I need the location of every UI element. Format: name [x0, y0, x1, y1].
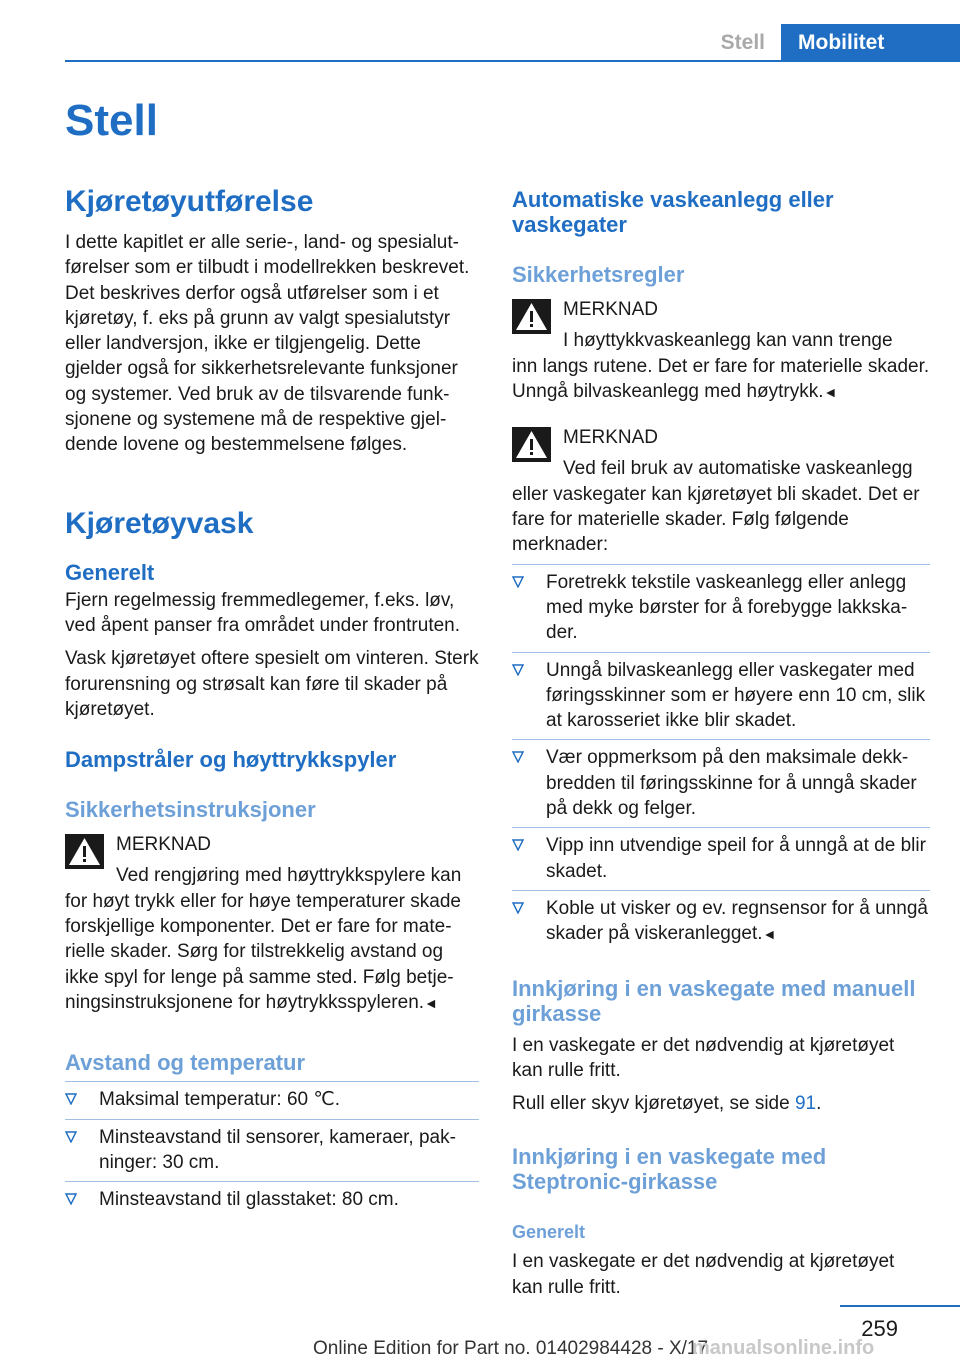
- tab-stell[interactable]: Stell: [705, 24, 781, 61]
- notice-text-body: inn langs rutene. Det er fare for materielle skader. Unngå bilvaskeanlegg med høytrykk.: [512, 355, 930, 402]
- notice-feil-bruk: [512, 425, 930, 557]
- notice-text-rest: [512, 354, 930, 406]
- subheading-generelt: Generelt: [65, 559, 155, 585]
- list-item: [512, 890, 930, 948]
- list-item-text: Minsteavstand til sensorer, kameraer, pakninger: 30 cm.: [99, 1126, 456, 1173]
- triangle-bullet-icon: [512, 751, 524, 763]
- list-item-text: Vær oppmerksom på den maksimale dekkbredden til føringsskinne for å unngå skader på dekk og felger.: [546, 747, 917, 820]
- end-mark: ◄: [762, 926, 777, 943]
- list-item-text: Unngå bilvaskeanlegg eller vaskegater med føringsskinner som er høyere enn 10 cm, slik at karosseriet ikke blir skadet.: [546, 659, 926, 732]
- subheading-sikkerhetsregler: Sikkerhetsregler: [512, 262, 685, 287]
- list-item: [512, 652, 930, 734]
- watermark: manualsonline.info: [692, 1337, 875, 1359]
- list-item: [512, 564, 930, 646]
- bullet-list-avstand: [65, 1081, 479, 1212]
- list-item: [512, 827, 930, 884]
- end-mark: ◄: [823, 383, 838, 400]
- triangle-bullet-icon: [65, 1093, 77, 1105]
- list-item-text: Minsteavstand til glasstaket: 80 cm.: [99, 1189, 399, 1211]
- list-item-text: Koble ut visker og ev. regnsensor for å unngå skader på viskeranlegget.: [546, 897, 928, 945]
- paragraph-manuell-2: [512, 1091, 930, 1116]
- subheading-steptronic: Innkjøring i en vaskegate med Steptronic-girkasse: [512, 1144, 827, 1195]
- paragraph-generelt-2: Vask kjøretøyet oftere spesielt om vinteren. Sterk forurensning og strøsalt kan føre til skader på kjøretøyet.: [65, 648, 479, 720]
- header-tabs: [705, 24, 960, 61]
- subheading-avstand: Avstand og temperatur: [65, 1050, 306, 1076]
- footer-rule: [840, 1305, 960, 1307]
- list-item: [512, 739, 930, 821]
- list-item: [65, 1081, 479, 1112]
- page-link-91[interactable]: 91: [794, 1093, 817, 1115]
- warning-icon: [512, 299, 551, 334]
- page-title: Stell: [65, 96, 158, 145]
- notice-text-first: Ved rengjøring med høyttrykkspylere kan: [116, 865, 462, 887]
- list-item-text: Foretrekk tekstile vaskeanlegg eller anlegg med myke børster for å forebygge lakkskader.: [546, 571, 908, 644]
- list-item: [65, 1181, 479, 1212]
- triangle-bullet-icon: [65, 1193, 77, 1205]
- list-item-text: Vipp inn utvendige speil for å unngå at de blir skadet.: [546, 835, 926, 882]
- edition-line: Online Edition for Part no. 01402984428 - X/17: [313, 1338, 709, 1359]
- notice-label: MERKNAD: [563, 427, 659, 449]
- list-item-text: Maksimal temperatur: 60 ℃.: [99, 1089, 340, 1111]
- notice-hoytrykk: [65, 832, 479, 1016]
- subheading-step-generelt: Generelt: [512, 1222, 586, 1243]
- notice-text-first: I høyttykkvaskeanlegg kan vann trenge: [563, 330, 893, 352]
- subheading-manuell-girkasse: Innkjøring i en vaskegate med manuell girkasse: [512, 975, 916, 1026]
- paragraph-generelt-1: Fjern regelmessig fremmedlegemer, f.eks. løv, ved åpent panser fra området under frontruten.: [65, 589, 461, 636]
- notice-label: MERKNAD: [563, 299, 659, 320]
- section-heading-kjoretoyvask: Kjøretøyvask: [65, 506, 254, 540]
- triangle-bullet-icon: [65, 1131, 77, 1143]
- paragraph-text: Rull eller skyv kjøretøyet, se side: [512, 1093, 795, 1115]
- subheading-automatiske-vaskeanlegg: Automatiske vaskeanlegg eller vaskegater: [512, 187, 834, 237]
- notice-text-first: Ved feil bruk av automatiske vaskeanlegg: [563, 458, 913, 480]
- right-column: [512, 184, 930, 1300]
- paragraph-steptronic: I en vaskegate er det nødvendig at kjøretøyet kan rulle fritt.: [512, 1251, 895, 1298]
- list-item: [65, 1119, 479, 1176]
- paragraph-kjoretoyutforelse: I dette kapitlet er alle serie-, land- og spesialutførelser som er tilbudt i modellrekken beskrevet. Det beskrives derfor også utførelser som i et kjøretøy, f. eks på grunn av valgt spesialutstyr eller landversjon, ikke er tilgjengelig. Dette gjelder også for sikkerhetsrelevante funksjoner og systemer. Ved bruk av de tilsvarende funksjonene og systemene må de respektive gjeldende lovene og bestemmelsene følges.: [65, 232, 470, 456]
- triangle-bullet-icon: [512, 902, 524, 914]
- tab-mobilitet[interactable]: Mobilitet: [781, 24, 960, 61]
- end-mark: ◄: [424, 994, 438, 1011]
- warning-icon: [512, 427, 551, 462]
- notice-hoytrykk-vann: [512, 297, 930, 405]
- paragraph-manuell-1: I en vaskegate er det nødvendig at kjøretøyet kan rulle fritt.: [512, 1034, 895, 1081]
- section-heading-kjoretoyutforelse: Kjøretøyutførelse: [65, 185, 314, 218]
- subheading-sikkerhetsinstruksjoner: Sikkerhetsinstruksjoner: [65, 797, 316, 823]
- subheading-dampstraler: Dampstråler og høyttrykkspyler: [65, 747, 397, 773]
- page-number: 259: [861, 1316, 898, 1341]
- triangle-bullet-icon: [512, 664, 524, 676]
- header-rule: [65, 60, 960, 62]
- bullet-list-vaskeanlegg: [512, 564, 930, 948]
- notice-label: MERKNAD: [116, 834, 212, 856]
- notice-text-rest: eller vaskegater kan kjøretøyet bli skadet. Det er fare for materielle skader. Følg følgende merknader:: [512, 483, 920, 556]
- notice-text-body: for høyt trykk eller for høye temperaturer skade forskjellige komponenter. Det er fare for materielle skader. Sørg for tilstrekkelig avstand og ikke spyl for lenge på samme sted. Følg betjeningsinstruksjonene for høytrykksspyleren.: [65, 890, 461, 1013]
- triangle-bullet-icon: [512, 576, 524, 588]
- notice-text-rest: [65, 889, 479, 1016]
- paragraph-text: .: [816, 1093, 822, 1115]
- triangle-bullet-icon: [512, 839, 524, 851]
- left-column: [65, 184, 479, 1212]
- warning-icon: [65, 834, 104, 869]
